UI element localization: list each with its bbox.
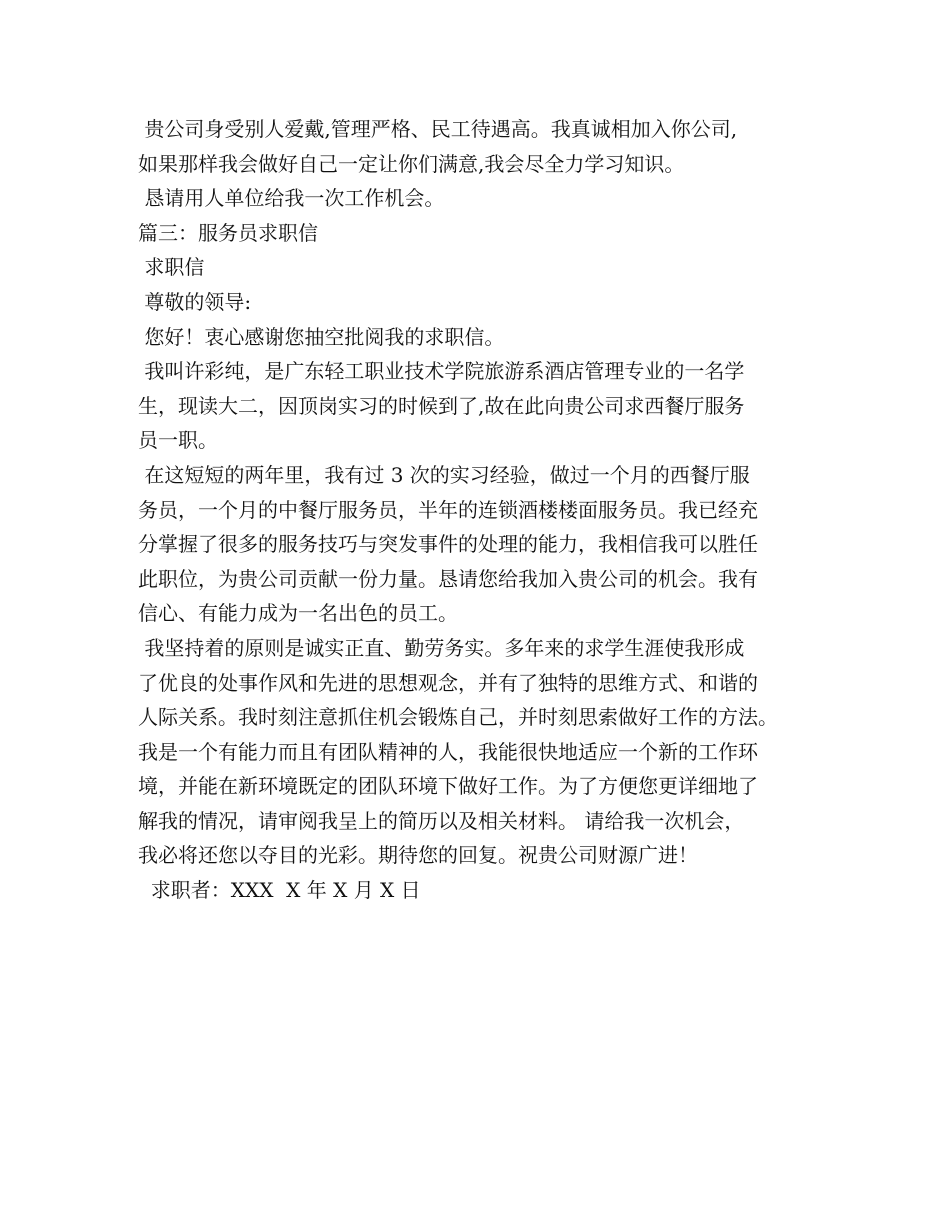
text-line: 我坚持着的原则是诚实正直、勤劳务实。多年来的求学生涯使我形成 (138, 635, 745, 660)
text-line: 信心、有能力成为一名出色的员工。 (138, 601, 458, 626)
letter-title: 求职信 (138, 255, 205, 280)
text-line: 在这短短的两年里，我有过 3 次的实习经验，做过一个月的西餐厅服 (138, 462, 750, 487)
text-line: 您好！衷心感谢您抽空批阅我的求职信。 (138, 324, 505, 349)
document-body (138, 112, 838, 908)
text-line: 贵公司身受别人爱戴,管理严格、民工待遇高。我真诚相加入你公司, (138, 117, 738, 141)
text-line: 我是一个有能力而且有团队精神的人，我能很快地适应一个新的工作环 (138, 739, 758, 764)
text-line: 如果那样我会做好自己一定让你们满意,我会尽全力学习知识。 (138, 151, 685, 176)
text-line: 分掌握了很多的服务技巧与突发事件的处理的能力，我相信我可以胜任 (138, 532, 758, 557)
text-line: 员一职。 (138, 428, 218, 453)
text-line: 恳请用人单位给我一次工作机会。 (138, 186, 445, 211)
text-line: 解我的情况，请审阅我呈上的简历以及相关材料。 请给我一次机会， (138, 808, 745, 833)
section-heading: 篇三：服务员求职信 (138, 220, 318, 245)
text-line: 我必将还您以夺目的光彩。期待您的回复。祝贵公司财源广进！ (138, 843, 698, 868)
text-line: 境，并能在新环境既定的团队环境下做好工作。为了方便您更详细地了 (138, 774, 758, 799)
text-line: 此职位，为贵公司贡献一份力量。恳请您给我加入贵公司的机会。我有 (138, 566, 758, 591)
text-line: 我叫许彩纯，是广东轻工职业技术学院旅游系酒店管理专业的一名学 (138, 359, 745, 384)
text-line: 生，现读大二，因顶岗实习的时候到了,故在此向贵公司求西餐厅服务 (138, 393, 745, 418)
signature-line: 求职者：XXX X 年 X 月 X 日 (138, 878, 421, 903)
salutation: 尊敬的领导: (138, 289, 252, 314)
text-line: 人际关系。我时刻注意抓住机会锻炼自己，并时刻思索做好工作的方法。 (138, 705, 778, 730)
text-line: 了优良的处事作风和先进的思想观念，并有了独特的思维方式、和谐的 (138, 670, 758, 695)
text-line: 务员，一个月的中餐厅服务员，半年的连锁酒楼楼面服务员。我已经充 (138, 497, 758, 522)
